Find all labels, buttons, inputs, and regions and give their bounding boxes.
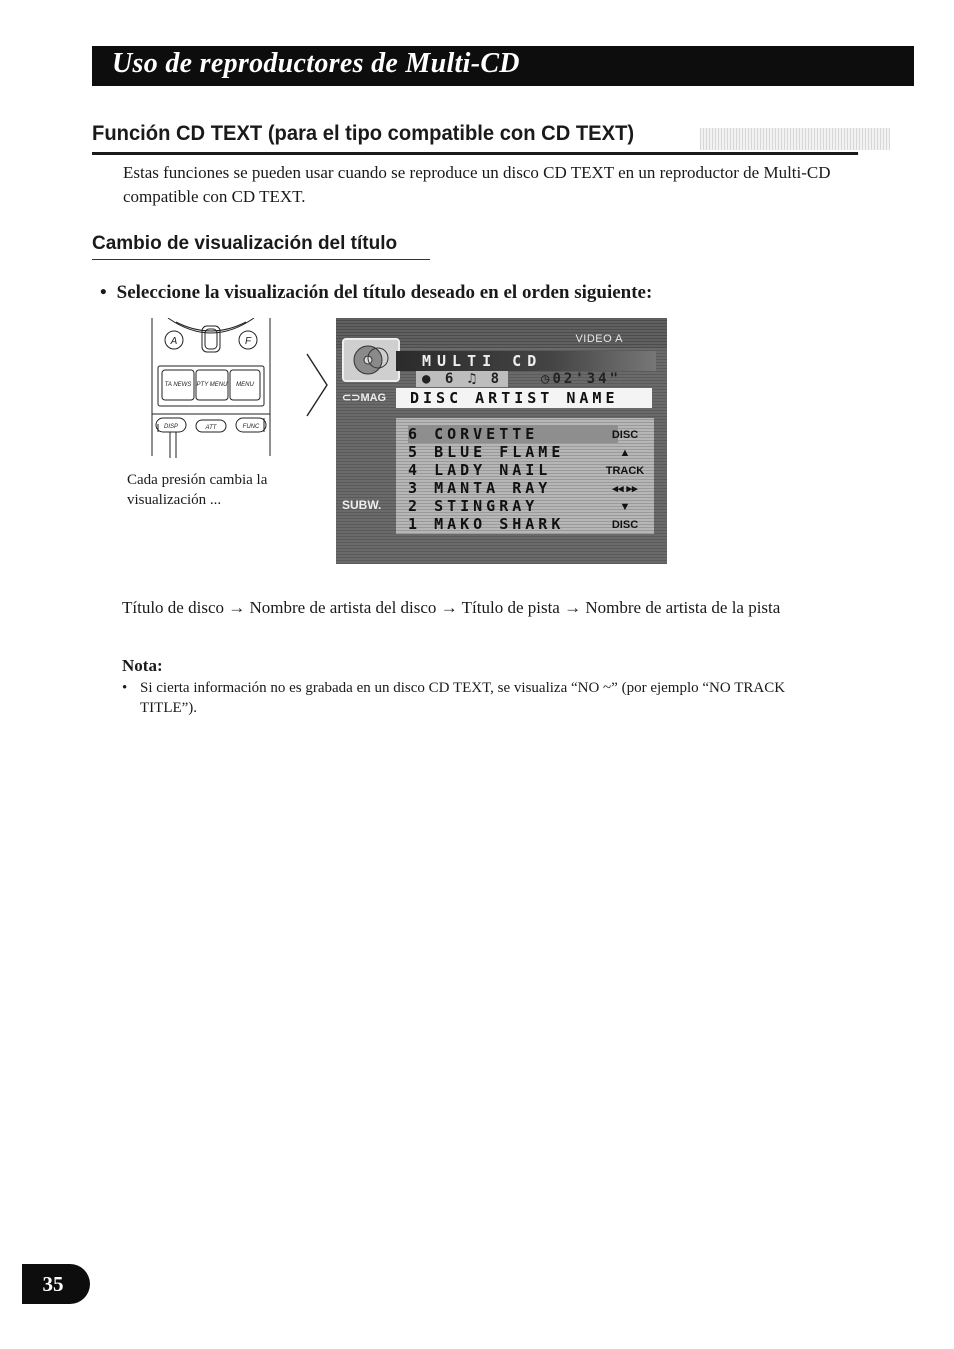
- list-item-name: STINGRAY: [434, 497, 539, 515]
- sequence-item: Nombre de artista de la pista: [585, 598, 781, 617]
- list-item-name: MAKO SHARK: [434, 515, 565, 533]
- section-title: [92, 120, 858, 155]
- screen-side-controls: [598, 426, 652, 534]
- track-number: 8: [490, 371, 503, 387]
- remote-button-disp: DISP: [163, 424, 179, 430]
- instruction-text: Seleccione la visualización del título deseado en el orden siguiente:: [116, 282, 653, 303]
- remote-button-att: ATT: [205, 425, 217, 431]
- cd-display-screen: [336, 318, 667, 564]
- note-text: Si cierta información no es grabada en un disco CD TEXT, se visualiza “NO ~” (por ejemplo “NO TRACK TITLE”).: [140, 680, 786, 716]
- remote-button-ta-news: TA NEWS: [164, 382, 192, 388]
- list-item-num: 4: [408, 461, 422, 479]
- disc-small-icon: ●: [422, 371, 434, 387]
- list-item-num: 3: [408, 479, 422, 497]
- side-disc-up: DISC: [611, 429, 639, 441]
- chapter-header: [92, 46, 914, 86]
- play-time: 02'34": [552, 371, 622, 387]
- side-up-arrow: ▲: [619, 447, 631, 459]
- mag-indicator: ⊂⊃MAG: [342, 392, 387, 404]
- instruction: [100, 282, 652, 304]
- list-item-name: LADY NAIL: [434, 461, 552, 479]
- list-item-num: 1: [408, 515, 422, 533]
- remote-button-a: A: [170, 336, 178, 347]
- screen-source-label: VIDEO A: [575, 333, 623, 345]
- sequence-arrow: →: [228, 598, 246, 617]
- bullet-icon: •: [100, 282, 107, 303]
- list-item-name: CORVETTE: [434, 425, 539, 443]
- remote-control-illustration: [148, 318, 274, 458]
- list-item-num: 5: [408, 443, 422, 461]
- list-item-name: BLUE FLAME: [434, 443, 565, 461]
- sequence-item: Título de disco: [122, 598, 224, 617]
- sequence-item: Nombre de artista del disco: [249, 598, 437, 617]
- sequence-arrow: →: [440, 598, 458, 617]
- remote-caption: Cada presión cambia la visualización ...: [127, 472, 268, 508]
- note-item: [122, 678, 822, 718]
- page-number: 35: [22, 1264, 90, 1304]
- screen-time: [541, 371, 621, 387]
- side-seek: ◂◂ ▸▸: [612, 483, 638, 495]
- mag-label: MAG: [360, 392, 387, 404]
- list-item-name: MANTA RAY: [434, 479, 552, 497]
- list-item-num: 2: [408, 497, 422, 515]
- chapter-title: Uso de reproductores de Multi-CD: [112, 48, 520, 79]
- side-disc-down: DISC: [611, 519, 639, 531]
- screen-list-header: DISC ARTIST NAME: [396, 388, 652, 408]
- sequence-arrow: →: [564, 598, 582, 617]
- arrow-right-icon: [305, 352, 329, 418]
- disc-number: 6: [444, 371, 457, 387]
- sequence-item: Título de pista: [461, 598, 560, 617]
- music-note-icon: ♫: [467, 371, 480, 387]
- bullet-icon: •: [122, 680, 128, 696]
- display-sequence: [122, 596, 857, 620]
- list-item: [408, 425, 618, 443]
- list-item-num: 6: [408, 425, 422, 443]
- disc-icon: [342, 338, 400, 382]
- subsection-title: Cambio de visualización del título: [92, 233, 430, 260]
- section-title-text: Función CD TEXT (para el tipo compatible con CD TEXT): [92, 122, 635, 145]
- remote-button-menu: MENU: [236, 382, 254, 388]
- remote-button-pty-menu: PTY MENU: [196, 382, 228, 388]
- screen-disc-track: [416, 371, 508, 387]
- remote-button-func: FUNC: [242, 424, 260, 430]
- screen-mode-label: MULTI CD: [396, 351, 656, 371]
- subw-label: SUBW.: [342, 498, 382, 512]
- note-title: Nota:: [122, 656, 163, 675]
- remote-button-f: F: [244, 336, 252, 347]
- side-down-arrow: ▼: [619, 501, 631, 513]
- clock-icon: ◷: [541, 371, 553, 387]
- intro-paragraph: Estas funciones se pueden usar cuando se reproduce un disco CD TEXT en un reproductor de Multi-CD compatible con CD TEXT.: [123, 163, 831, 206]
- side-track: TRACK: [605, 465, 645, 477]
